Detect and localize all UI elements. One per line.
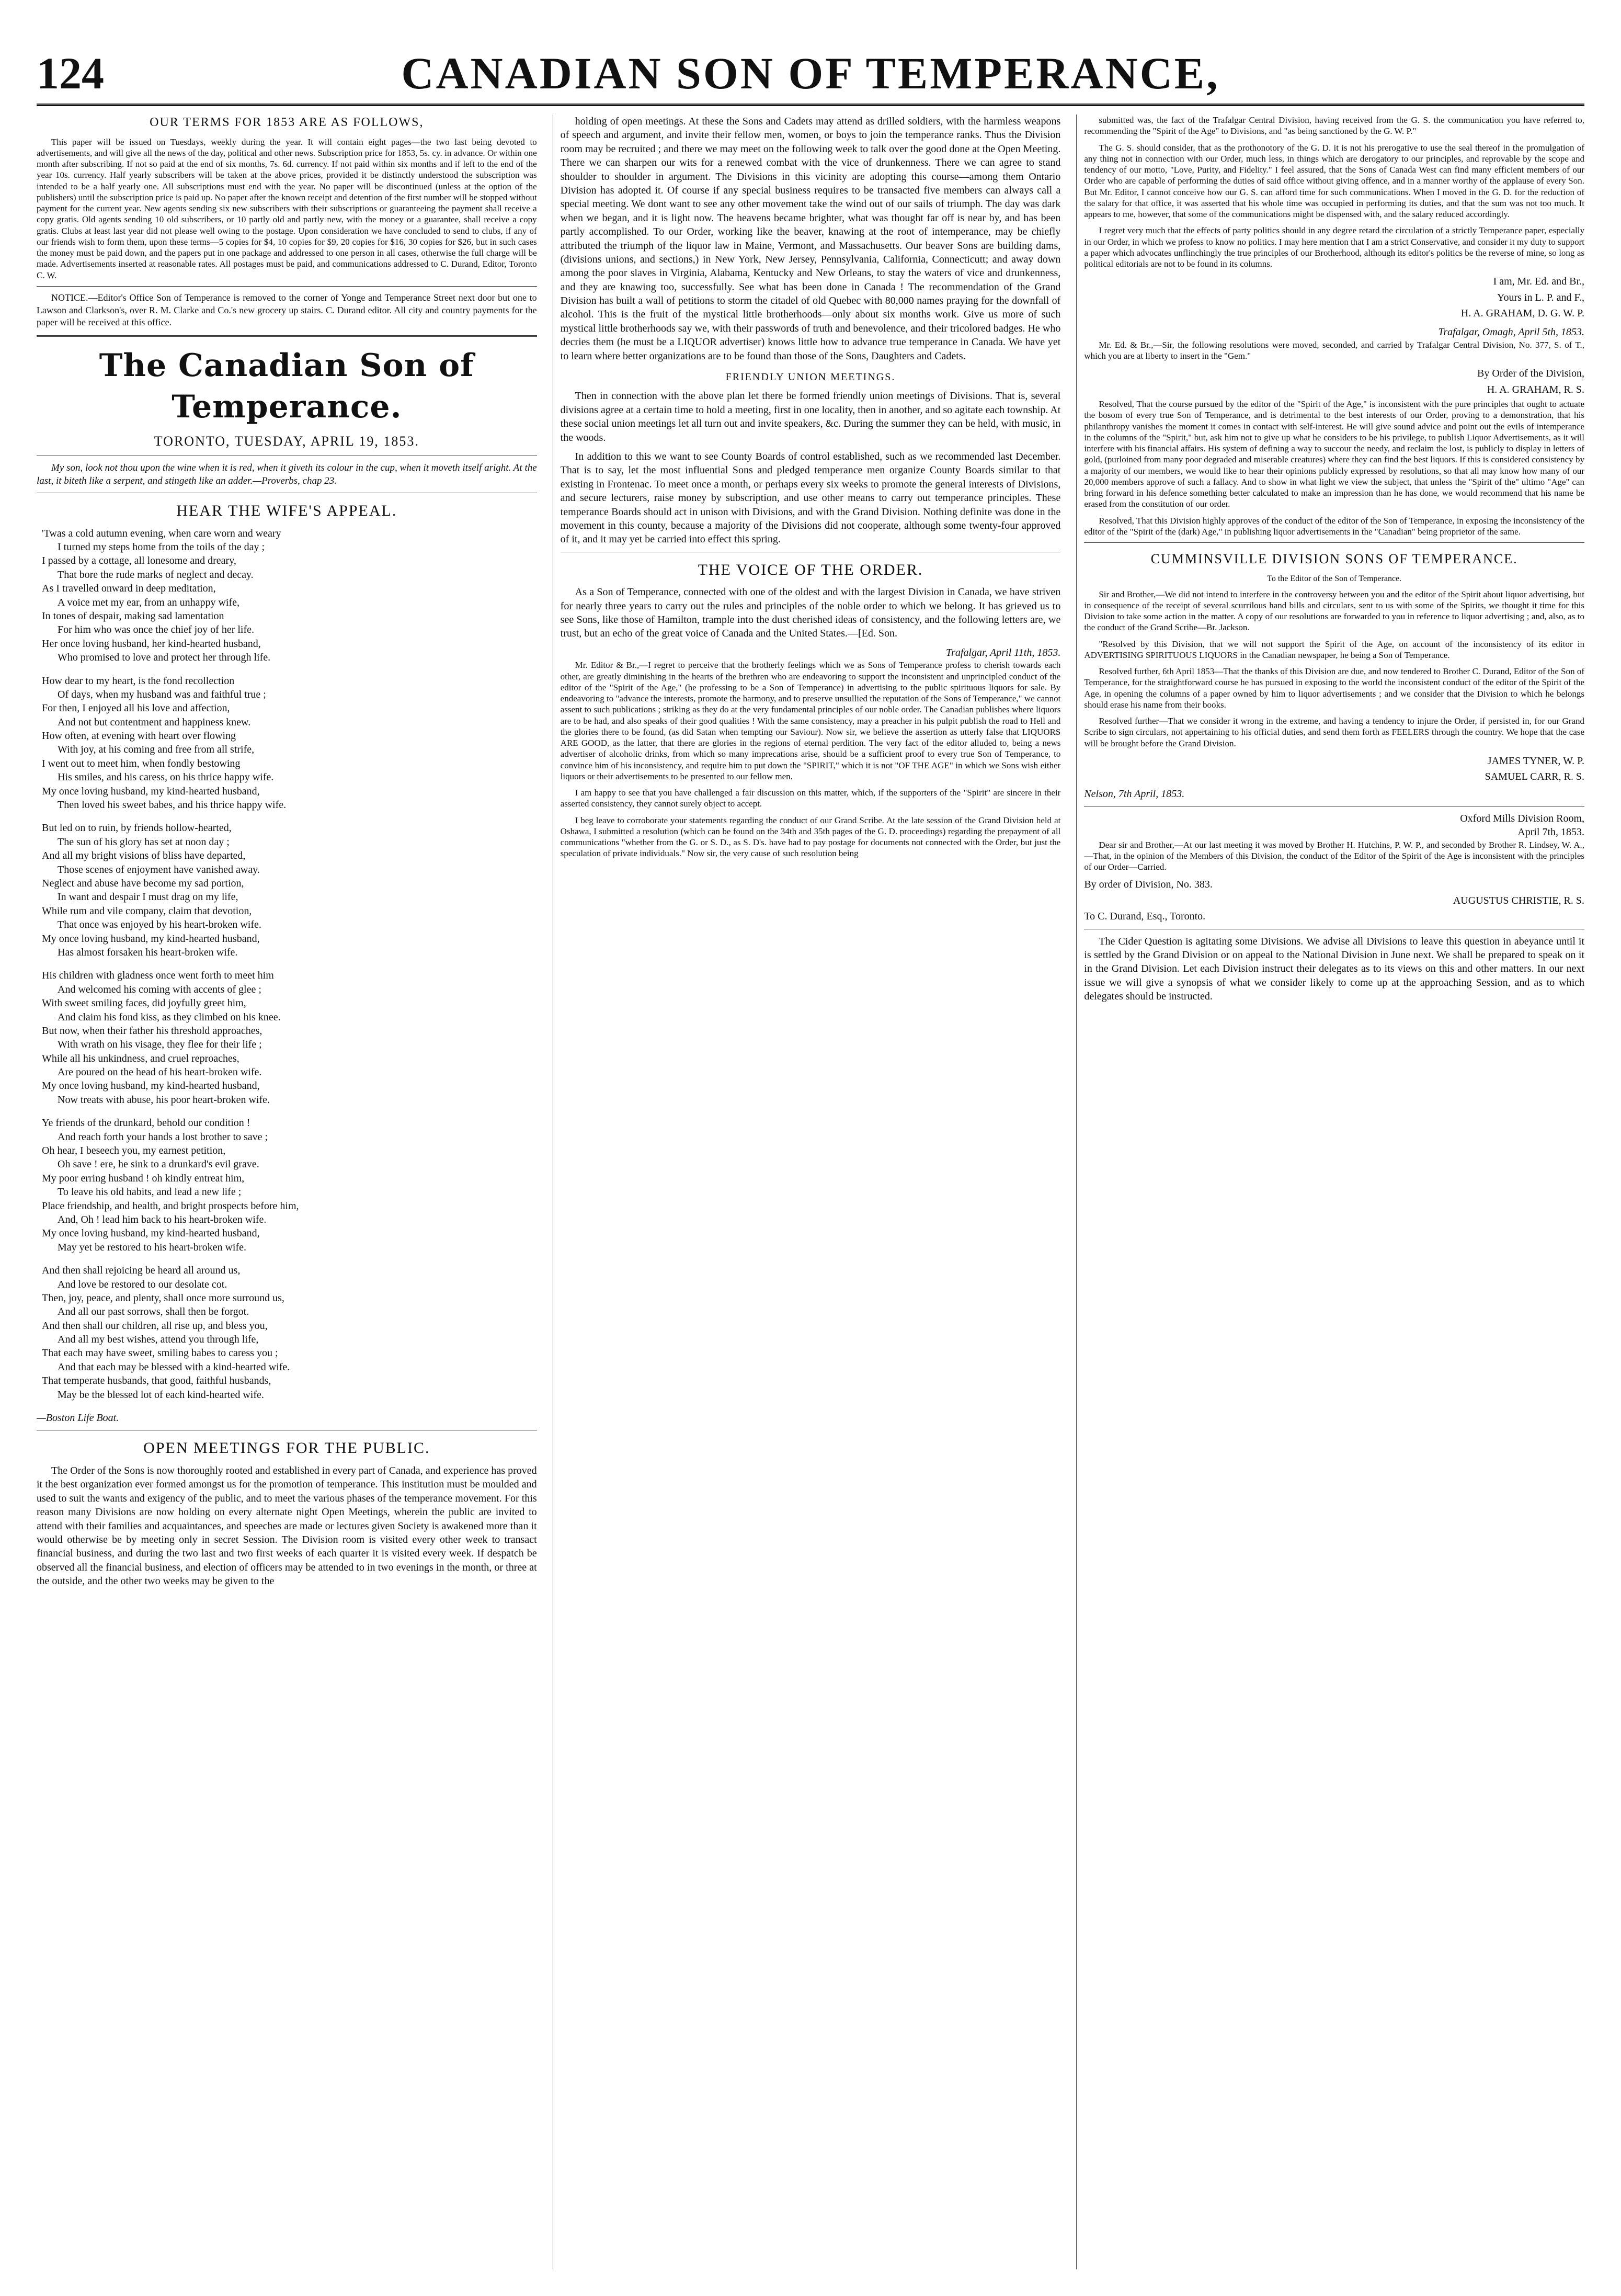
poem-line: In tones of despair, making sad lamentation	[42, 610, 224, 622]
cumminsville-subheading: To the Editor of the Son of Temperance.	[1267, 574, 1402, 584]
column-2	[553, 115, 1061, 2269]
voice-letter-3: I beg leave to corroborate your statements regarding the conduct of our Grand Scribe. At the late session of the Grand Division held at Oshawa, I submitted a resolution (which can be found on the 34th and 35th pages of the G. D. proceedings) regarding the prepayment of all communications "whether from the G. or S. D., as S. D's. have had to pay postage for documents not connected with the Order, but just the speculation of private individuals." Now sir, the very cause of such resolution being	[560, 815, 1061, 859]
signature-name: AUGUSTUS CHRISTIE, R. S.	[1453, 894, 1585, 906]
open-meetings-heading: OPEN MEETINGS FOR THE PUBLIC.	[143, 1439, 430, 1457]
divider	[37, 335, 537, 337]
friendly-union-text: Then in connection with the above plan let there be formed friendly union meetings of Divisions. That is, several divisions agree at a certain time to hold a meeting, first in one locality, then in another, and so agitate each township. At these social union meetings let all turn out and invite speakers, &c. During the summer they can be held, with music, in the woods.	[560, 390, 1061, 444]
voice-heading: THE VOICE OF THE ORDER.	[698, 561, 923, 578]
divider	[1084, 542, 1584, 543]
oxford-order: By order of Division, No. 383.	[1084, 879, 1213, 891]
oxford-place: Oxford Mills Division Room,	[1460, 812, 1585, 824]
poem-line: And not but contentment and happiness knew.	[58, 716, 251, 728]
cumminsville-text: Resolved further—That we consider it wrong in the extreme, and having a tendency to injure the Order, if persisted in, for our Grand Scribe to sign circulars, not appertaining to his official duties, and send them forth as FEELERS through the country. We hope that the case will be brought before the Grand Division.	[1084, 716, 1585, 748]
signature-name: H. A. GRAHAM, R. S.	[1487, 383, 1585, 395]
letter-paragraph: Mr. Ed. & Br.,—Sir, the following resolutions were moved, seconded, and carried by Trafalgar Central Division, No. 377, S. of T., which you are at liberty to insert in the "Gem."	[1084, 339, 1585, 361]
voice-dateline: Trafalgar, April 11th, 1853.	[946, 646, 1061, 658]
poem-line: With sweet smiling faces, did joyfully greet him,	[42, 997, 246, 1009]
poem-line: And claim his fond kiss, as they climbed on his knee.	[58, 1011, 281, 1023]
poem-line: Those scenes of enjoyment have vanished away.	[58, 863, 260, 876]
poem-line: Neglect and abuse have become my sad portion,	[42, 877, 244, 889]
poem-line: And reach forth your hands a lost brother to save ;	[58, 1131, 268, 1143]
poem-line: I passed by a cottage, all lonesome and dreary,	[42, 555, 236, 567]
poem-line: And all my best wishes, attend you through life,	[58, 1334, 259, 1346]
oxford-date: April 7th, 1853.	[1517, 826, 1585, 838]
office-notice: NOTICE.—Editor's Office Son of Temperance is removed to the corner of Yonge and Temperance Street next door but one to Lawson and Clarkson's, over R. M. Clarke and Co.'s new grocery up stairs. C. Durand editor. All city and country payments for the paper will be received at this office.	[37, 292, 537, 328]
cumminsville-heading: CUMMINSVILLE DIVISION SONS OF TEMPERANCE.	[1150, 551, 1518, 567]
oxford-recipient: To C. Durand, Esq., Toronto.	[1084, 911, 1206, 923]
column-3	[1076, 115, 1584, 2269]
poem-line: To leave his old habits, and lead a new life ;	[58, 1186, 242, 1198]
cumminsville-text: Sir and Brother,—We did not intend to interfere in the controversy between you and the editor of the Spirit about liquor advertising, but in consequence of the receipt of several scurrilous hand bills and circulars, sent to us with some of the Spirits, we thought it time for this Division to take some action in the matter. A copy of our resolutions are forwarded to you in reference to liquor advertising ; and, also, as to the conduct of the Grand Scribe—Br. Jackson.	[1084, 589, 1585, 633]
columns	[37, 115, 1584, 2269]
letter-paragraph: The G. S. should consider, that as the prothonotory of the G. D. it is not his prerogative to use the seal thereof in the promulgation of any thing not in connection with our Order, much less, in things which are derogatory to our principles, and reprovable by the scope and tendency of our motto, "Love, Purity, and Fidelity." I feel assured, that the Sons of Canada West can find many efficient members of our Order who are capable of performing the duties of said office without giving offence, and in a manner worthy of the applause of every Son. But Mr. Editor, I cannot conceive how our G. S. can afford time for such communications. When I moved in the G. D. for the reduction of the salary for that office, it was asserted that his whole time was occupied in performing its duties, and that the sum was not too much. It appears to me, however, that some of the communications might be dispensed with, and the salary reduced accordingly.	[1084, 142, 1585, 219]
poem-line: With joy, at his coming and free from all strife,	[58, 744, 255, 756]
poem-line: While rum and vile company, claim that devotion,	[42, 905, 252, 917]
voice-letter-2: I am happy to see that you have challenged a fair discussion on this matter, which, if the supporters of the "Spirit" are sincere in their asserted consistency, they cannot surely object to accept.	[560, 788, 1061, 809]
poem-line: And love be restored to our desolate cot.	[58, 1278, 227, 1290]
signature-line: Yours in L. P. and F.,	[1497, 291, 1585, 303]
signature-name: SAMUEL CARR, R. S.	[1485, 771, 1585, 783]
poem-line: For then, I enjoyed all his love and affection,	[42, 702, 230, 714]
poem-line: But led on to ruin, by friends hollow-hearted,	[42, 822, 232, 834]
poem-stanza	[42, 969, 537, 1107]
poem-line: A voice met my ear, from an unhappy wife,	[58, 596, 239, 608]
poem-line: And all our past sorrows, shall then be forgot.	[58, 1306, 249, 1318]
poem-line: Who promised to love and protect her through life.	[58, 652, 271, 664]
cumminsville-text: "Resolved by this Division, that we will not support the Spirit of the Age, on account of the inconsistency of its editor in ADVERTISING SPIRITUOUS LIQUORS in the Canadian newspaper, he being a Son of Temperance.	[1084, 639, 1585, 660]
poem-credit: —Boston Life Boat.	[37, 1412, 119, 1424]
poem-line: And then shall rejoicing be heard all around us,	[42, 1265, 241, 1277]
voice-letter-1: Mr. Editor & Br.,—I regret to perceive that the brotherly feelings which we as Sons of Temperance profess to cherish towards each other, are greatly diminishing in the hearts of the brethren who are endeavoring to support the inconsistent and unprincipled conduct of the editor of the "Spirit of the Age," (he professing to be a Son of Temperance) in advertising to the public spirituous liquors for sale. By endeavoring to "advance the interests, promote the harmony, and to preserve unsullied the reputation of the Sons of Temperance," we cannot assent to such publications ; striking as they do at the very fundamental principles of our noble order. The Canadian publishes where liquors are to be had, and also speaks of their good qualities ! With the same consistency, may a preacher in his pulpit publish the road to Hell and the glories there to be found, (as did Satan when tempting our Saviour). Now sir, we believe the assertion as utterly false that LIQUORS ARE GOOD, as the latter, that there are glories in the regions of eternal perdition. The very fact of the editor alluded to, being a news advertiser of alcoholic drinks, from which so many imprecations arise, should be a sufficient proof to every true Son of Temperance, to convince him of his inconsistency, and require him to put down the "SPIRIT," which it is not "OF THE AGE" in which we Sons wish either liquors or their advertisements to be presented to our fellow men.	[560, 660, 1061, 781]
paper-title: The Canadian Son of Temperance.	[99, 347, 474, 426]
poem-line: Are poured on the head of his heart-broken wife.	[58, 1066, 262, 1078]
signature-name: JAMES TYNER, W. P.	[1487, 755, 1585, 767]
poem-line: But now, when their father his threshold approaches,	[42, 1025, 262, 1037]
poem-line: My poor erring husband ! oh kindly entreat him,	[42, 1172, 245, 1184]
poem-line: Oh hear, I beseech you, my earnest petition,	[42, 1145, 226, 1157]
poem-line: May yet be restored to his heart-broken wife.	[58, 1241, 246, 1253]
terms-text: This paper will be issued on Tuesdays, weekly during the year. It will contain eight pages—the two last being devoted to advertisements, and will give all the news of the day, political and other news. Subscription price for 1853, 5s. cy. in advance. Or within one month after subscribing. If not so paid at the end of six months, 7s. 6d. currency. If not paid within six months and if left to the end of the year 10s. currency. Half yearly subscribers will be taken at the above prices, provided it be distinctly understood the subscription was intended to be a half yearly one. All subscriptions must end with the year. No paper will be discontinued (unless at the option of the publishers) until the subscription price is paid up. No paper after the known receipt and detention of the first number will be stopped without payment for the current year. New agents sending six new subscribers with their subscriptions or guaranteeing the payment shall receive a copy gratis. Old agents sending 10 old subscribers, or 10 partly old and partly new, with the money or a guarantee, shall receive a copy gratis. Clubs at least last year did not please well owing to the postage. Upon consideration we have concluded to send to clubs, if any of our friends wish to form them, upon these terms—5 copies for $4, 10 copies for $9, 20 copies for $16, 30 copies for $26, but in such cases the money must be paid down, and the papers put in one package and addressed to one person in all cases, otherwise the full charge will be made. Advertisements inserted at reasonable rates. All postages must be paid, and communications addressed to C. Durand, Editor, Toronto C. W.	[37, 137, 537, 280]
resolution: Resolved, That this Division highly approves of the conduct of the editor of the Son of Temperance, in exposing the inconsistency of the editor of the "Spirit of the (dark) Age," in publishing liquor advertisements in the "Canadian" being proprietor of the same.	[1084, 515, 1585, 537]
poem-line: Then, joy, peace, and plenty, shall once more surround us,	[42, 1292, 284, 1304]
poem-stanza	[42, 674, 537, 812]
poem-stanza	[42, 821, 537, 959]
poem-line: Then loved his sweet babes, and his thrice happy wife.	[58, 799, 287, 811]
dateline: Trafalgar, Omagh, April 5th, 1853.	[1438, 326, 1585, 338]
poem-line: As I travelled onward in deep meditation,	[42, 583, 216, 595]
terms-heading: OUR TERMS FOR 1853 ARE AS FOLLOWS,	[150, 116, 424, 129]
poem-line: And that each may be blessed with a kind-hearted wife.	[58, 1361, 290, 1373]
poem-line: In want and despair I must drag on my life,	[58, 891, 238, 903]
poem-line: And welcomed his coming with accents of glee ;	[58, 983, 261, 995]
poem-line: His children with gladness once went forth to meet him	[42, 970, 274, 982]
poem-line: I went out to meet him, when fondly bestowing	[42, 757, 241, 769]
poem-line: My once loving husband, my kind-hearted husband,	[42, 785, 260, 797]
county-boards-text: In addition to this we want to see County Boards of control established, such as we recommended last December. That is to say, let the most influential Sons and pledged temperance men organize County Boards similar to that existing in Frontenac. To meet once a month, or perhaps every six weeks to promote the general interests of Divisions, and secure lecturers, raise money by subscription, and use other means to carry out temperance principles. These temperance Boards should act in unison with Divisions, and with the Grand Division. Nothing definite was done in the movement in this county, because a majority of the Divisions did not cooperate, although some twenty-four approved of it, and it may yet be carried into effect this spring.	[560, 450, 1061, 545]
signature-line: By Order of the Division,	[1477, 368, 1585, 380]
poem-line: Of days, when my husband was and faithful true ;	[58, 688, 266, 700]
nelson-dateline: Nelson, 7th April, 1853.	[1084, 788, 1185, 800]
poem-line: And all my bright visions of bliss have departed,	[42, 850, 246, 862]
poem-line: That bore the rude marks of neglect and decay.	[58, 569, 254, 581]
poem-stanza	[42, 1116, 537, 1254]
open-meetings-text: The Order of the Sons is now thoroughly rooted and established in every part of Canada, and experience has proved it the best organization ever formed amongst us for the promotion of temperance. This institution must be moulded and used to suit the wants and exigency of the public, and to meet the various phases of the temperance movement. For this reason many Divisions are now holding on every alternate night Open Meetings, wherein the public are invited to attend with their families and acquaintances, and speeches are made or lectures given Society is awakened more than it would otherwise be by meeting only in secret Session. The Division room is visited every other week to transact financial business, and during the two last and two first weeks of each quarter it is visited every week. If despatch be observed all the financial business, and election of officers may be attended to in two evenings in the month, or three at the outside, and the other two weeks may be given to the	[37, 1465, 537, 1587]
poem-line: Place friendship, and health, and bright prospects before him,	[42, 1200, 299, 1212]
poem-line: That each may have sweet, smiling babes to caress you ;	[42, 1347, 278, 1359]
poem-line: I turned my steps home from the toils of the day ;	[58, 541, 265, 553]
newspaper-title: CANADIAN SON OF TEMPERANCE,	[401, 48, 1220, 98]
poem-line: My once loving husband, my kind-hearted husband,	[42, 1227, 260, 1240]
poem-line: My once loving husband, my kind-hearted husband,	[42, 1080, 260, 1092]
letter-continued: submitted was, the fact of the Trafalgar Central Division, having received from the G. S. the communication you have referred to, recommending the "Spirit of the Age" to Divisions, and "as being sanctioned by the G. W. P."	[1084, 115, 1585, 137]
poem	[42, 527, 537, 1402]
oxford-text: Dear sir and Brother,—At our last meeting it was moved by Brother H. Hutchins, P. W. P., and seconded by Brother R. Lindsey, W. A.,—That, in the opinion of the Members of this Division, the conduct of the Editor of the Spirit of the Age is inconsistent with the principles of our Order—Carried.	[1084, 839, 1585, 872]
motto: My son, look not thou upon the wine when it is red, when it giveth its colour in the cup, when it moveth itself aright. At the last, it biteth like a serpent, and stingeth like an adder.—Proverbs, chap 23.	[37, 462, 537, 486]
poem-line: The sun of his glory has set at noon day ;	[58, 836, 230, 848]
cider-question-text: The Cider Question is agitating some Divisions. We advise all Divisions to leave this question in abeyance until it is settled by the Grand Division or on appeal to the National Division in June next. We shall be prepared to speak on it in the Grand Division. Let each Division instruct their delegates as to its views on this and other matters. In our next issue we will give a synopsis of what we consider likely to come up at the approaching Session, and as to which delegates should be instructed.	[1084, 935, 1585, 1003]
cumminsville-text: Resolved further, 6th April 1853—That the thanks of this Division are due, and now tendered to Brother C. Durand, Editor of the Son of Temperance, for the straightforward course he has pursued in exposing to the world the inconsistent conduct of the editor of the Spirit of the Age, in opening the columns of a paper owned by him to liquor advertisements ; and we consider that the Division to which he belongs should erase his name from their books.	[1084, 666, 1585, 710]
poem-line: And, Oh ! lead him back to his heart-broken wife.	[58, 1213, 267, 1225]
poem-line: How often, at evening with heart over flowing	[42, 730, 236, 742]
poem-line: While all his unkindness, and cruel reproaches,	[42, 1052, 239, 1064]
poem-line: Ye friends of the drunkard, behold our condition !	[42, 1117, 250, 1129]
voice-intro: As a Son of Temperance, connected with one of the oldest and with the largest Division in Canada, we have striven for nearly three years to carry out the rules and principles of the noble order to which we belong. It has grieved us to see Sons, like those of Hamilton, trample into the dust cherished ideas of consistency, and the following letters are, we trust, but an echo of the great voice of Canada and the United States.—[Ed. Son.	[560, 586, 1061, 640]
poem-line: Has almost forsaken his heart-broken wife.	[58, 946, 238, 958]
signature-name: H. A. GRAHAM, D. G. W. P.	[1460, 308, 1585, 320]
friendly-union-heading: FRIENDLY UNION MEETINGS.	[725, 371, 896, 383]
poem-title: HEAR THE WIFE'S APPEAL.	[176, 502, 397, 520]
poem-line: Oh save ! ere, he sink to a drunkard's evil grave.	[58, 1158, 259, 1170]
column-1	[37, 115, 537, 2269]
poem-line: That once was enjoyed by his heart-broken wife.	[58, 919, 261, 931]
resolution: Resolved, That the course pursued by the editor of the "Spirit of the Age," is inconsistent with the pure principles that ought to actuate the bosom of every true Son of Temperance, and is detrimental to the best interests of our Order, proving to a demonstration, that his philanthropy vanishes the moment it comes in contact with self-interest. He will give sound advice and point out the evils of intemperance in the columns of the "Spirit," but, ask him not to give up what he considers to be his privilege, to publish Liquor Advertisements, as it will interfere with his financial affairs. His system of defining a way to succour the needy, and reclaim the lost, is publicly to display in letters of gold, (purloined from many poor degraded and miserable creatures) where they can find the best liquors. If this is considered consistency by a majority of our members, we would like to hear their opinions publicly expressed by resolutions, so that all may know how many of our 20,000 members approve of such a fallacy. And to show in what light we view the subject, that unless the "Spirit of the" ultimo "Age" can bring forward in his defence something better calculated to make an impression than he has done, we would recommend that his name be erased from the constitution of our order.	[1084, 399, 1585, 509]
poem-stanza	[42, 1264, 537, 1402]
poem-line: Now treats with abuse, his poor heart-broken wife.	[58, 1094, 270, 1106]
editorial-text: holding of open meetings. At these the Sons and Cadets may attend as drilled soldiers, with the harmless weapons of speech and argument, and invite their fellow men, women, or boys to join the temperance ranks. Thus the Division room may be recruited ; and there we may meet on the following week to talk over the good done at the Open Meeting. There we can sharpen our wits for a renewed combat with the vice of drunkenness. There we can agree to stand shoulder to shoulder in argument. The Divisions in this vicinity are adopting this course—among them Ontario Division has adopted it. Of course if any special business requires to be transacted five members can always call a special meeting. We dont want to see any other movement take the wind out of our sails of triumph. The day was dark when we began, and it is light now. The heavens became brighter, what was thought far off is near by, and has been partly accomplished. To our Order, working like the beaver, knawing at the root of intemperance, may be chiefly attributed the triumph of the liquor law in Maine, Vermont, and Massachusetts. Our beaver Sons are building dams, (divisions unions, and sections,) in New York, New Jersey, Pennsylvania, California, Connecticutt; and away down among the poor slaves in Virginia, Alabama, Kentucky and New Orleans, to stay the waters of vice and drunkenness, and they are knawing too, successfully. See what has been done in Canada ! The recommendation of the Grand Division has built a wall of petitions to storm the citadel of old Quebec with 80,000 names praying for the downfall of alcohol. This is the fruit of the mystical little brotherhoods—only about six months work. Give us more of such mystical little brotherhoods say we, with their passwords of truth and benevolence, and their tricolored badges. He who decries them (he must be a LIQUOR advertiser) knows little how to advance true temperance in Canada. We have yet to learn where better organizations are to be found than those of the Sons, Daughters and Cadets.	[560, 116, 1061, 362]
poem-line: Her once loving husband, her kind-hearted husband,	[42, 638, 261, 650]
poem-line: 'Twas a cold autumn evening, when care worn and weary	[42, 527, 281, 539]
poem-line: May be the blessed lot of each kind-hearted wife.	[58, 1389, 264, 1401]
signature-line: I am, Mr. Ed. and Br.,	[1493, 276, 1585, 288]
masthead	[37, 42, 1584, 106]
divider	[37, 286, 537, 287]
page-number: 124	[37, 48, 104, 98]
poem-line: His smiles, and his caress, on his thrice happy wife.	[58, 771, 274, 783]
poem-line: With wrath on his visage, they flee for their life ;	[58, 1039, 262, 1051]
issue-dateline: TORONTO, TUESDAY, APRIL 19, 1853.	[154, 433, 419, 449]
poem-line: My once loving husband, my kind-hearted husband,	[42, 933, 260, 945]
poem-stanza	[42, 527, 537, 665]
poem-line: That temperate husbands, that good, faithful husbands,	[42, 1375, 271, 1387]
poem-line: How dear to my heart, is the fond recollection	[42, 675, 235, 687]
poem-line: For him who was once the chief joy of her life.	[58, 624, 255, 636]
poem-line: And then shall our children, all rise up, and bless you,	[42, 1320, 268, 1332]
letter-paragraph: I regret very much that the effects of party politics should in any degree retard the circulation of a strictly Temperance paper, especially in our Order, in which we profess to know no politics. I may here mention that I am a strict Conservative, and consider it my duty to support a paper which advocates unflinchingly the true principles of our Brotherhood, although its editor's politics be the reverse of mine, so long as political editorials are not to be found in its columns.	[1084, 225, 1585, 269]
